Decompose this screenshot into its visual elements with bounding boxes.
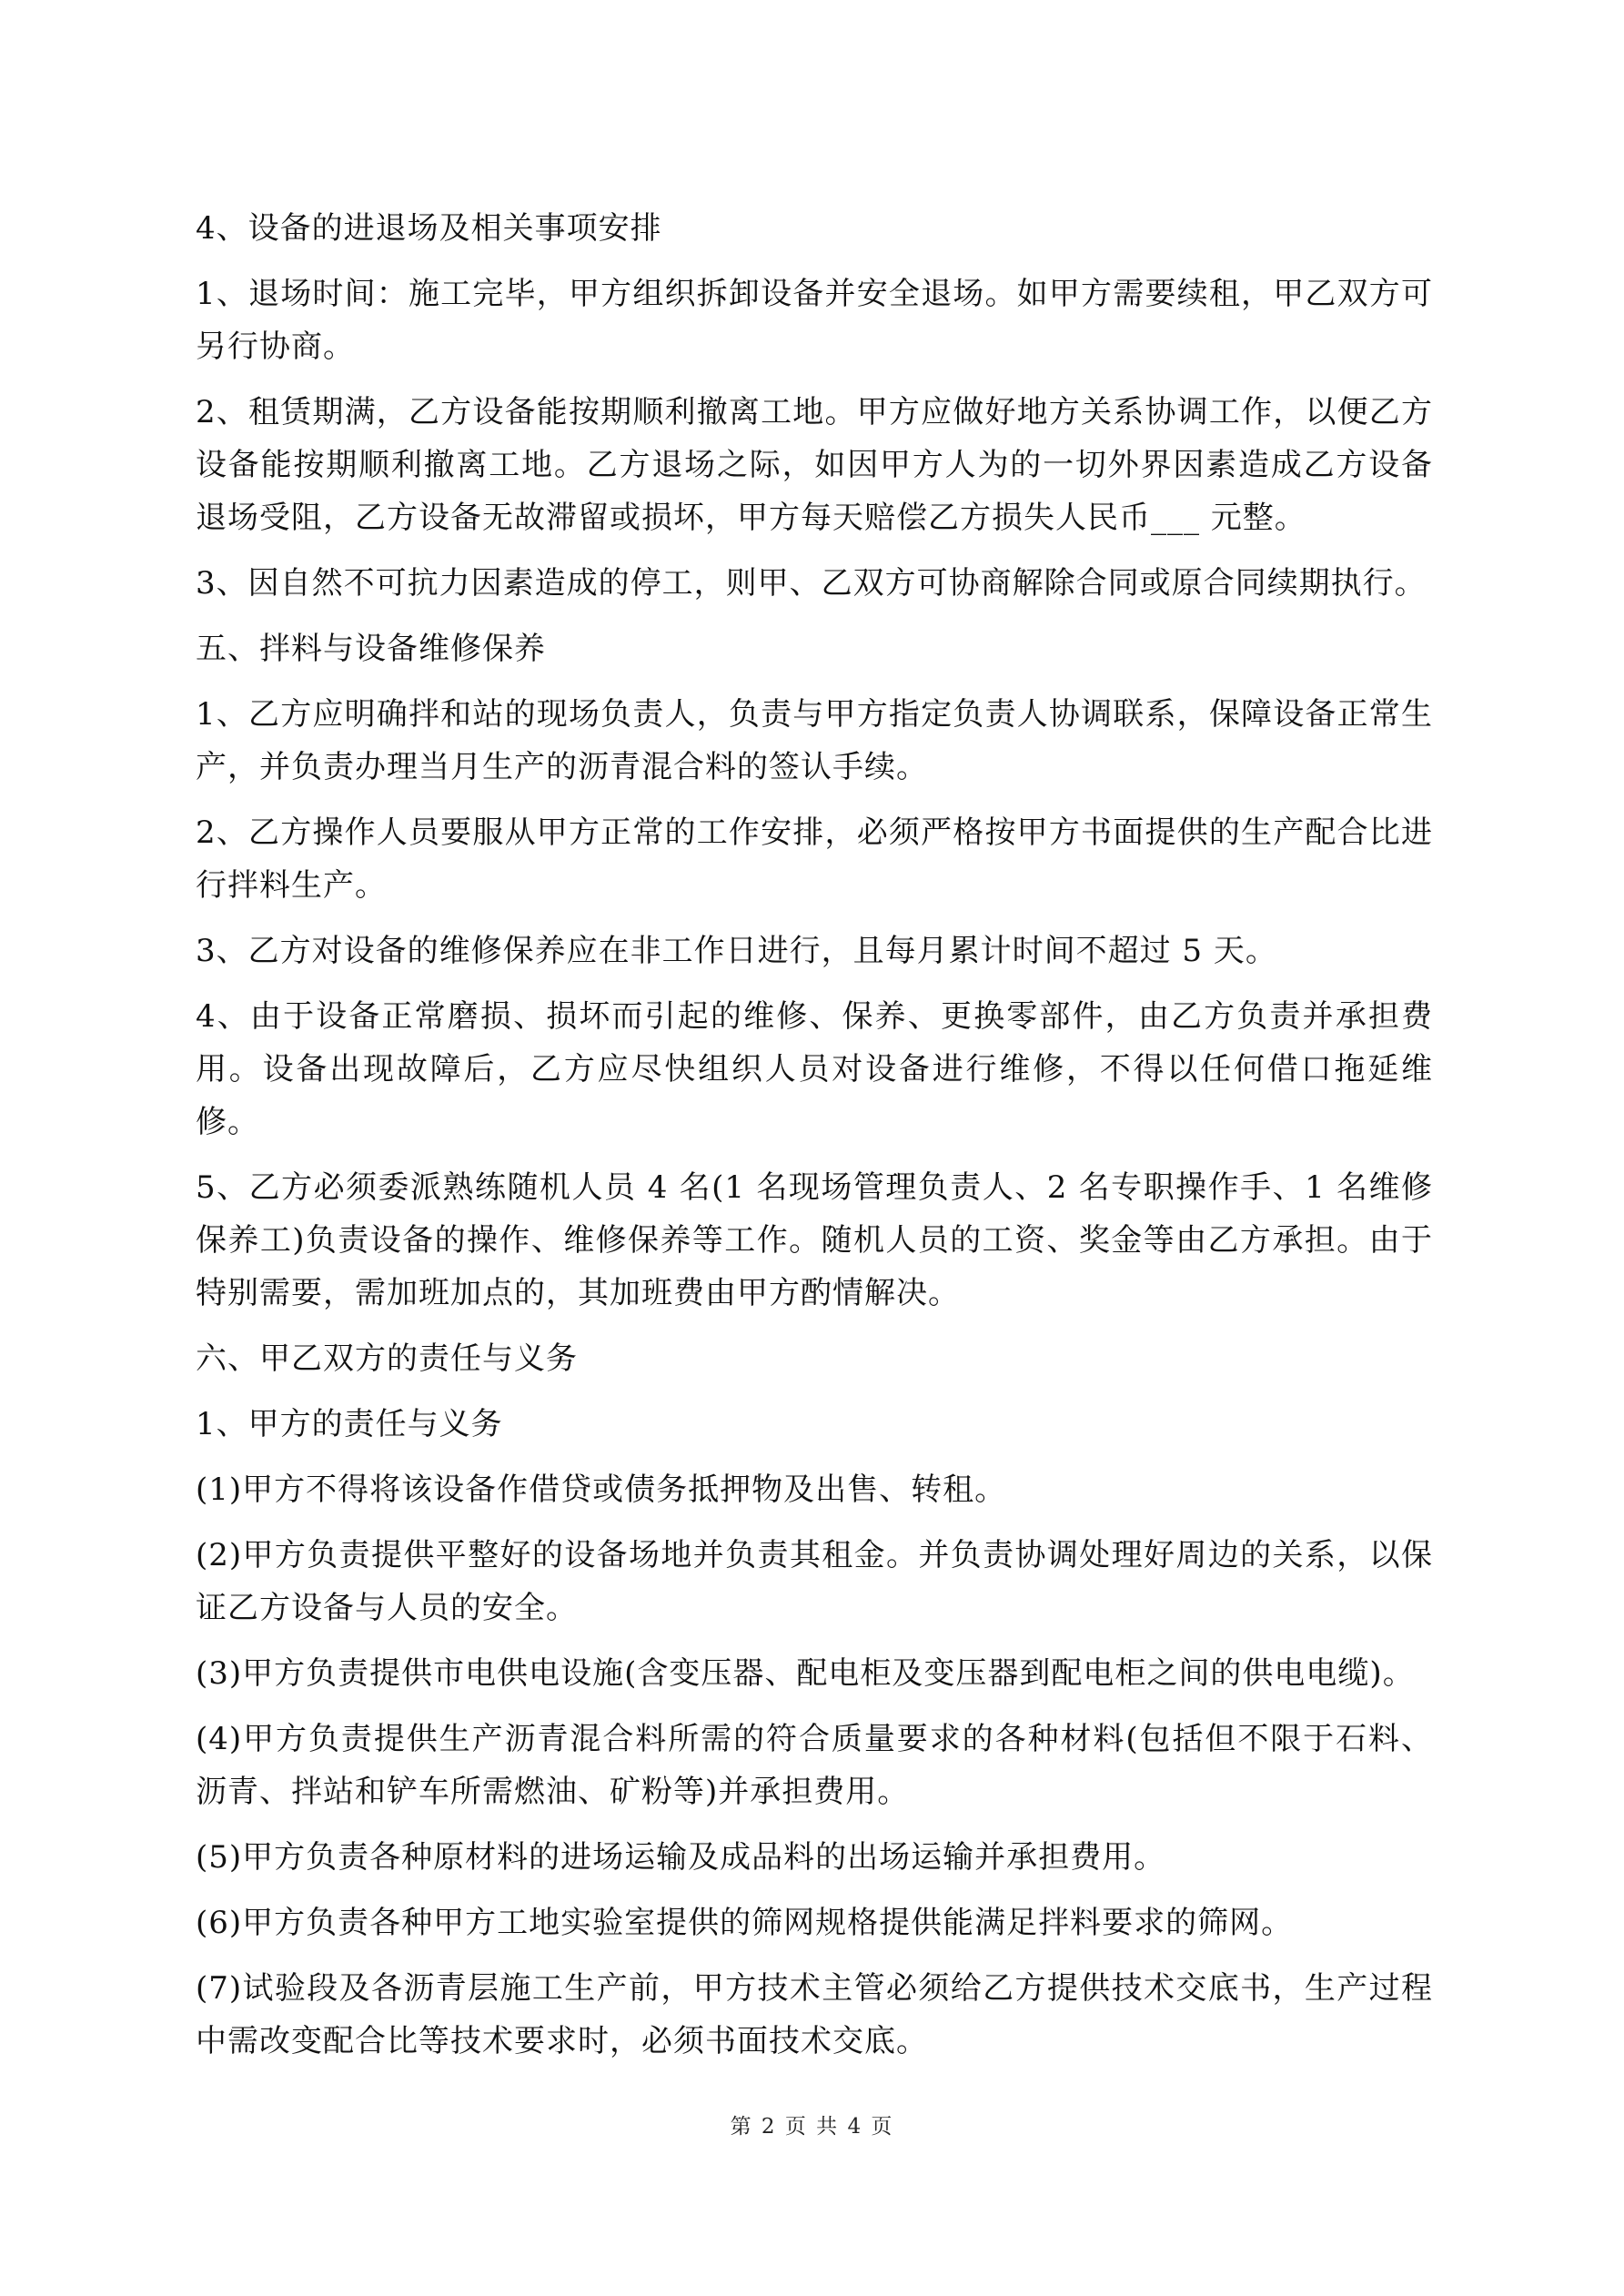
paragraph: (4)甲方负责提供生产沥青混合料所需的符合质量要求的各种材料(包括但不限于石料、沥青、拌站和铲车所需燃油、矿粉等)并承担费用。 [196,1721,1433,1810]
paragraph: (6)甲方负责各种甲方工地实验室提供的筛网规格提供能满足拌料要求的筛网。 [196,1905,1294,1941]
paragraph: 4、设备的进退场及相关事项安排 [196,210,662,247]
paragraph: 1、退场时间：施工完毕，甲方组织拆卸设备并安全退场。如甲方需要续租，甲乙双方可另行协商。 [196,276,1433,365]
paragraph: 2、租赁期满，乙方设备能按期顺利撤离工地。甲方应做好地方关系协调工作，以便乙方设备能按期顺利撤离工地。乙方退场之际，如因甲方人为的一切外界因素造成乙方设备退场受阻，乙方设备无故滞留或损坏，甲方每天赔偿乙方损失人民币___ 元整。 [196,394,1433,536]
paragraph: 3、乙方对设备的维修保养应在非工作日进行，且每月累计时间不超过 5 天。 [196,933,1277,969]
document-body [196,202,1433,2080]
paragraph: (3)甲方负责提供市电供电设施(含变压器、配电柜及变压器到配电柜之间的供电电缆)。 [196,1655,1415,1692]
section-heading: 六、甲乙双方的责任与义务 [196,1340,578,1377]
subsection-heading: 1、甲方的责任与义务 [196,1406,503,1442]
paragraph: 2、乙方操作人员要服从甲方正常的工作安排，必须严格按甲方书面提供的生产配合比进行拌料生产。 [196,814,1433,904]
paragraph: (1)甲方不得将该设备作借贷或债务抵押物及出售、转租。 [196,1472,1007,1508]
paragraph: (2)甲方负责提供平整好的设备场地并负责其租金。并负责协调处理好周边的关系，以保证乙方设备与人员的安全。 [196,1537,1433,1626]
paragraph: 3、因自然不可抗力因素造成的停工，则甲、乙双方可协商解除合同或原合同续期执行。 [196,565,1427,602]
paragraph: (5)甲方负责各种原材料的进场运输及成品料的出场运输并承担费用。 [196,1839,1166,1876]
paragraph: (7)试验段及各沥青层施工生产前，甲方技术主管必须给乙方提供技术交底书，生产过程中需改变配合比等技术要求时，必须书面技术交底。 [196,1970,1433,2059]
paragraph: 4、由于设备正常磨损、损坏而引起的维修、保养、更换零部件，由乙方负责并承担费用。设备出现故障后，乙方应尽快组织人员对设备进行维修，不得以任何借口拖延维修。 [196,998,1433,1140]
paragraph: 1、乙方应明确拌和站的现场负责人，负责与甲方指定负责人协调联系，保障设备正常生产，并负责办理当月生产的沥青混合料的签认手续。 [196,696,1433,785]
paragraph: 5、乙方必须委派熟练随机人员 4 名(1 名现场管理负责人、2 名专职操作手、1 名维修保养工)负责设备的操作、维修保养等工作。随机人员的工资、奖金等由乙方承担。由于特别需要，需加班加点的，其加班费由甲方酌情解决。 [196,1169,1433,1311]
page-footer: 第 2 页 共 4 页 [730,2115,894,2139]
section-heading: 五、拌料与设备维修保养 [196,631,546,667]
